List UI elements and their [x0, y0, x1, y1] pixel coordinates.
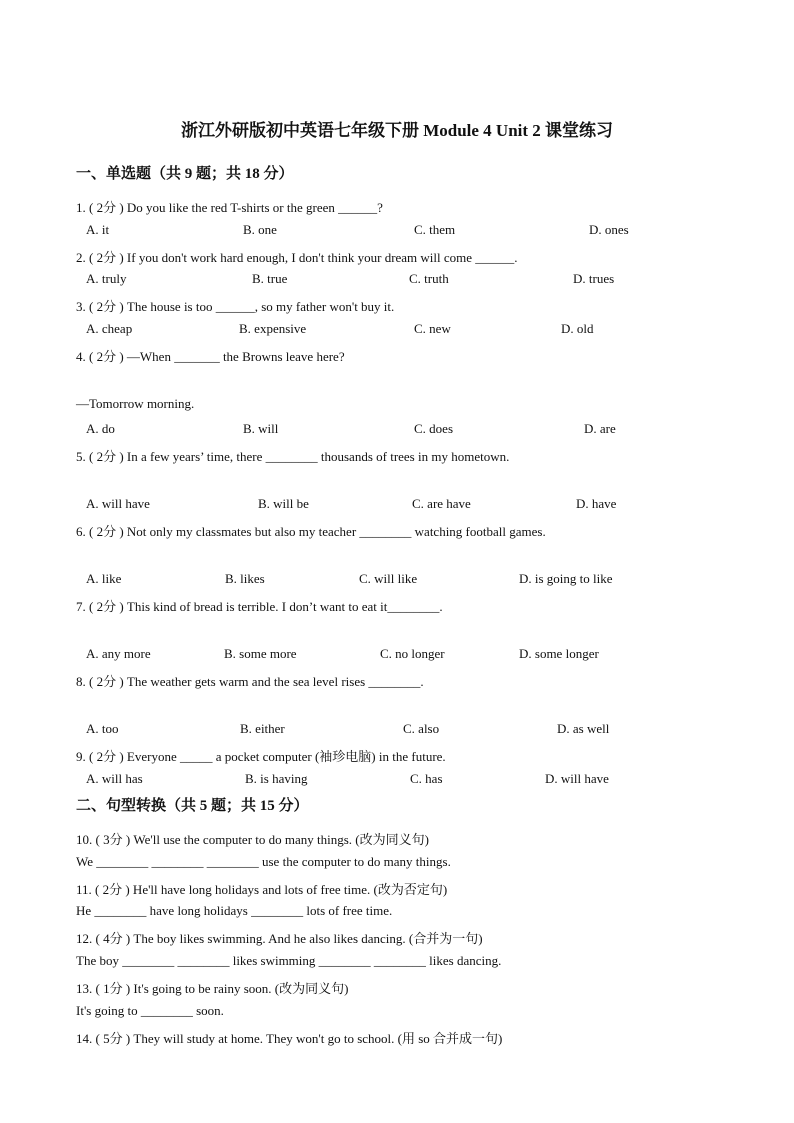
option-c[interactable]: C. does — [414, 421, 453, 436]
option-b[interactable]: B. will be — [258, 496, 309, 511]
option-d[interactable]: D. some longer — [519, 646, 599, 661]
option-b[interactable]: B. one — [243, 222, 277, 237]
option-a[interactable]: A. do — [86, 421, 115, 436]
answer-line[interactable]: It's going to ________ soon. — [76, 1003, 224, 1018]
question-stem: 14. ( 5分 ) They will study at home. They won't go to school. (用 so 合并成一句) — [76, 1031, 503, 1046]
question-stem: 2. ( 2分 ) If you don't work hard enough, I don't think your dream will come ______. — [76, 250, 518, 265]
question-stem: 13. ( 1分 ) It's going to be rainy soon. (改为同义句) — [76, 981, 349, 996]
option-b[interactable]: B. either — [240, 721, 285, 736]
option-d[interactable]: D. old — [561, 321, 594, 336]
option-a[interactable]: A. it — [86, 222, 110, 237]
question-stem: 3. ( 2分 ) The house is too ______, so my father won't buy it. — [76, 299, 395, 314]
question-stem: 5. ( 2分 ) In a few years’ time, there ________ thousands of trees in my hometown. — [76, 449, 510, 464]
section-heading: 一、单选题（共 9 题；共 18 分） — [76, 166, 294, 182]
section-heading: 二、句型转换（共 5 题；共 15 分） — [76, 798, 309, 814]
question-stem: 11. ( 2分 ) He'll have long holidays and lots of free time. (改为否定句) — [76, 882, 448, 897]
option-d[interactable]: D. have — [576, 496, 617, 511]
option-d[interactable]: D. as well — [557, 721, 610, 736]
answer-line[interactable]: We ________ ________ ________ use the computer to do many things. — [76, 854, 451, 869]
option-d[interactable]: D. will have — [545, 771, 609, 786]
option-b[interactable]: B. some more — [224, 646, 297, 661]
option-a[interactable]: A. like — [86, 571, 122, 586]
question-stem: 1. ( 2分 ) Do you like the red T-shirts or the green ______? — [76, 200, 383, 215]
option-d[interactable]: D. are — [584, 421, 616, 436]
question-stem: 6. ( 2分 ) Not only my classmates but also my teacher ________ watching football games. — [76, 524, 546, 539]
question-stem: 12. ( 4分 ) The boy likes swimming. And he also likes dancing. (合并为一句) — [76, 931, 483, 946]
question-stem: 10. ( 3分 ) We'll use the computer to do many things. (改为同义句) — [76, 832, 429, 847]
option-a[interactable]: A. too — [86, 721, 119, 736]
option-c[interactable]: C. are have — [412, 496, 471, 511]
answer-line[interactable]: He ________ have long holidays ________ lots of free time. — [76, 903, 393, 918]
question-stem: 7. ( 2分 ) This kind of bread is terrible. I don’t want to eat it________. — [76, 599, 443, 614]
option-c[interactable]: C. them — [414, 222, 456, 237]
option-b[interactable]: B. likes — [225, 571, 265, 586]
option-d[interactable]: D. ones — [589, 222, 629, 237]
option-d[interactable]: D. trues — [573, 271, 615, 286]
option-c[interactable]: C. will like — [359, 571, 418, 586]
option-a[interactable]: A. truly — [86, 271, 127, 286]
option-a[interactable]: A. any more — [86, 646, 151, 661]
question-stem: 8. ( 2分 ) The weather gets warm and the sea level rises ________. — [76, 674, 424, 689]
option-d[interactable]: D. is going to like — [519, 571, 613, 586]
question-stem: 9. ( 2分 ) Everyone _____ a pocket computer (袖珍电脑) in the future. — [76, 749, 446, 764]
option-b[interactable]: B. is having — [245, 771, 308, 786]
answer-line[interactable]: The boy ________ ________ likes swimming ________ ________ likes dancing. — [76, 953, 502, 968]
option-a[interactable]: A. cheap — [86, 321, 133, 336]
question-stem: 4. ( 2分 ) —When _______ the Browns leave here? — [76, 349, 345, 364]
option-a[interactable]: A. will has — [86, 771, 143, 786]
option-b[interactable]: B. expensive — [239, 321, 307, 336]
option-c[interactable]: C. also — [403, 721, 440, 736]
page-title: 浙江外研版初中英语七年级下册 Module 4 Unit 2 课堂练习 — [180, 121, 614, 140]
option-c[interactable]: C. no longer — [380, 646, 445, 661]
question-extra-line: —Tomorrow morning. — [76, 396, 195, 411]
option-c[interactable]: C. new — [414, 321, 451, 336]
option-a[interactable]: A. will have — [86, 496, 150, 511]
option-c[interactable]: C. has — [410, 771, 443, 786]
option-b[interactable]: B. will — [243, 421, 279, 436]
option-b[interactable]: B. true — [252, 271, 288, 286]
option-c[interactable]: C. truth — [409, 271, 449, 286]
